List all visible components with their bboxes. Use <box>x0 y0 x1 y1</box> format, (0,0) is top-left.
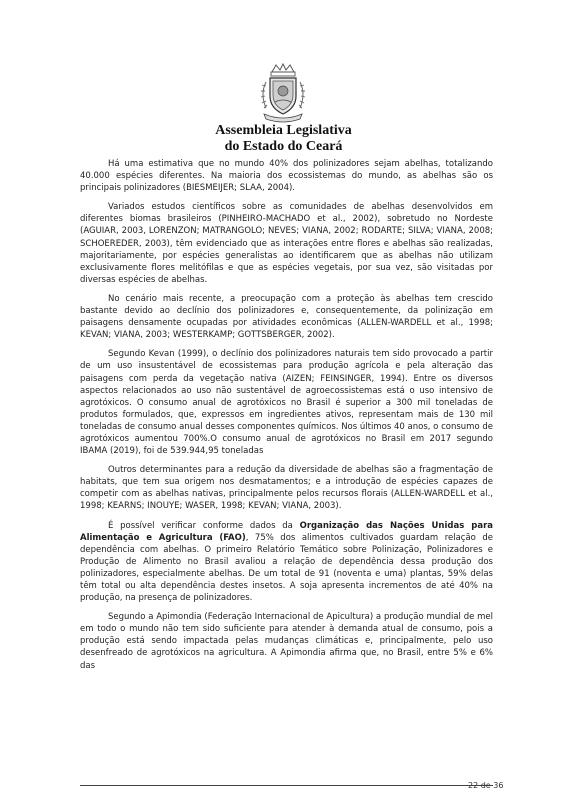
paragraph: Variados estudos científicos sobre as comunidades de abelhas desenvolvidos em diferentes biomas brasileiros (PINHEIRO-MACHADO et al., 2002), sobretudo no Nordeste (AGUIAR, 2003, LORENZON; MATRANGOLO; NEVES; VIANA, 2002; RODARTE; SILVA; VIANA, 2008; SCHOEREDER, 2003), têm evidenciado que as interações entre flores e abelhas são realizadas, majoritariamente, por espécies generalistas ao identificarem que as abelhas não utilizam exclusivamente flores melitófilas e que as espécies vegetais, por sua vez, são visitadas por diversas espécies de abelhas. <box>80 202 493 285</box>
fao-lead-text: É possível verificar conforme dados da <box>108 520 300 531</box>
paragraph: Outros determinantes para a redução da diversidade de abelhas são a fragmentação de habitats, que tem sua origem nos desmatamentos; e a introdução de espécies capazes de competir com as abelhas nativas, principalmente pelos recursos florais (ALLEN-WARDELL et al., 1998; KEARNS; INOUYE; WASER, 1998; KEVAN; VIANA, 2003). <box>80 465 493 512</box>
paragraph: Segundo a Apimondia (Federação Internacional de Apicultura) a produção mundial de mel em todo o mundo não tem sido suficiente para atender à demanda atual de consumo, pois a produção está sendo impactada pelas mudanças climáticas e, principalmente, pelo uso desenfreado de agrotóxicos na agricultura. A Apimondia afirma que, no Brasil, entre 5% e 6% das <box>80 612 493 671</box>
institution-name-line1: Assembleia Legislativa <box>215 123 352 138</box>
paragraph-fao <box>80 520 493 605</box>
paragraph: Há uma estimativa que no mundo 40% dos polinizadores sejam abelhas, totalizando 40.000 espécies diferentes. Na maioria dos ecossistemas do mundo, as abelhas são os principais polinizadores (BIESMEIJER; SLAA, 2004). <box>80 159 493 194</box>
footer-divider <box>80 785 493 786</box>
document-body <box>80 158 493 679</box>
paragraph: No cenário mais recente, a preocupação com a proteção às abelhas tem crescido bastante devido ao declínio dos polinizadores e, consequentemente, da polinização em paisagens densamente ocupadas por atividades econômicas (ALLEN-WARDELL et al., 1998; KEVAN; VIANA, 2003; WESTERKAMP; GOTTSBERGER, 2002). <box>80 293 493 341</box>
institution-name-line2: do Estado do Ceará <box>224 139 343 154</box>
state-coat-of-arms-icon <box>252 62 314 124</box>
paragraph: Segundo Kevan (1999), o declínio dos polinizadores naturais tem sido provocado a partir de um uso insustentável de ecossistemas para produção agrícola e pela alteração das paisagens com perda da vegetação nativa (AIZEN; FEINSINGER, 1994). Entre os diversos aspectos relacionados ao uso não sustentável de agroecossistemas está o uso intensivo de agrotóxicos. O consumo anual de agrotóxicos no Brasil é superior a 300 mil toneladas de produtos formulados, que, expressos em ingredientes ativos, representam mais de 130 mil toneladas de consumo anual desses componentes químicos. Nos últimos 40 anos, o consumo de agrotóxicos aumentou 700%.O consumo anual de agrotóxicos no Brasil em 2017 segundo IBAMA (2019), foi de 539.944,95 toneladas <box>80 349 493 457</box>
fao-rest-text: , 75% dos alimentos cultivados guardam relação de dependência com abelhas. O primeiro Relatório Temático sobre Polinização, Polinizadores e Produção de Alimento no Brasil avaliou a relação de dependência dessa produção dos polinizadores, especialmente abelhas. De um total de 91 (noventa e uma) plantas, 59% delas têm total ou alta dependência destes insetos. A soja apresenta incrementos de até 40% na produção, na presença de polinizadores. <box>80 532 493 604</box>
fao-organization-name: Organização das Nações Unidas para Alimentação e Agricultura (FAO) <box>80 520 494 543</box>
page-indicator: 22 de 36 <box>468 781 504 790</box>
